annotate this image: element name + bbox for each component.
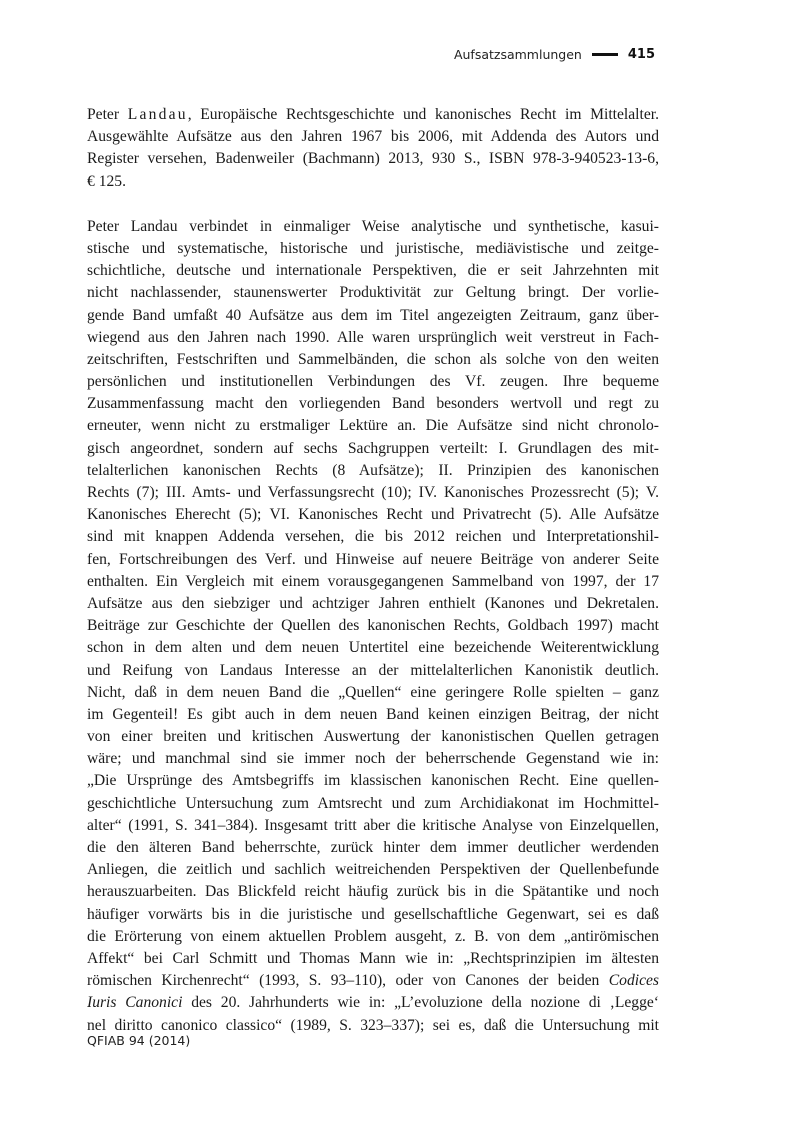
citation-line: € 125. [87,172,126,190]
review-line: und Reifung von Landaus Interesse an der mittelalterlichen Kanonistik deutlich. [87,661,659,679]
journal-footer: QFIAB 94 (2014) [87,1033,191,1048]
citation-title: , Europäische Rechtsgeschichte und kanonisches Recht im Mittelalter. [187,106,659,123]
review-line: geschichtliche Untersuchung zum Amtsrecht und zum Archidiakonat im Hochmittel- [87,794,659,812]
review-line-text: römischen Kirchenrecht“ (1993, S. 93–110), oder von Canones der beiden [87,972,609,990]
review-line: telalterlichen kanonischen Rechts (8 Aufsätze); II. Prinzipien des kanonischen [87,461,659,479]
review-line: schon in dem alten und dem neuen Untertitel eine bezeichende Weiterentwicklung [87,639,659,657]
review-line: erneuter, wenn nicht zu erstmaliger Lektüre an. Die Aufsätze sind nicht chronolo- [87,417,659,435]
review-line: Affekt“ bei Carl Schmitt und Thomas Mann wie in: „Rechtsprinzipien im ältesten [87,949,659,967]
review-line: stische und systematische, historische und juristische, mediävistische und zeitge- [87,239,659,257]
review-line: persönlichen und institutionellen Verbindungen des Vf. zeugen. Ihre bequeme [87,373,659,391]
review-line: alter“ (1991, S. 341–384). Insgesamt tritt aber die kritische Analyse von Einzelquellen, [87,816,659,834]
citation-line: Register versehen, Badenweiler (Bachmann) 2013, 930 S., ISBN 978-3-940523-13-6, [87,150,659,168]
review-line: wäre; und manchmal sind sie immer noch der beherrschende Gegenstand wie in: [87,750,659,768]
review-line [87,992,659,1014]
citation-line: Ausgewählte Aufsätze aus den Jahren 1967 bis 2006, mit Addenda des Autors und [87,128,659,146]
running-head [454,44,655,64]
running-title: Aufsatzsammlungen [453,46,582,62]
page-number: 415 [627,46,655,62]
review-line: Nicht, daß in dem neuen Band die „Quellen“ eine geringere Rolle spielten – ganz [87,683,659,701]
review-line: wiegend aus den Jahren nach 1990. Alle waren ursprünglich weit verstreut in Fach- [87,328,659,346]
review-line [87,970,659,992]
review-line: häufiger vorwärts bis in die juristische und gesellschaftliche Gegenwart, sei es daß [87,905,659,923]
review-line: gisch angeordnet, sondern auf sechs Sachgruppen verteilt: I. Grundlagen des mit- [87,439,659,457]
citation-line [87,104,659,126]
italic-title: Codices [608,972,659,990]
review-line: Rechts (7); III. Amts- und Verfassungsrecht (10); IV. Kanonisches Prozessrecht (5); V. [87,484,659,501]
review-line: im Gegenteil! Es gibt auch in dem neuen Band keinen einzigen Beitrag, der nicht [87,705,659,723]
review-line: Aufsätze aus den siebziger und achtziger Jahren enthielt (Kanones und Dekretalen. [87,594,659,612]
review-line: zeitschriften, Festschriften und Sammelbänden, die schon als solche von den weiten [87,350,659,368]
citation-author-first: Peter [87,106,128,123]
review-line: schichtliche, deutsche und internationale Perspektiven, die er seit Jahrzehnten mit [87,262,659,280]
review-line: nel diritto canonico classico“ (1989, S. 323–337); sei es, daß die Untersuchung mit [87,1016,659,1034]
review-line: Beiträge zur Geschichte der Quellen des kanonischen Rechts, Goldbach 1997) macht [87,617,659,635]
review-body [87,216,659,1037]
main-content [87,104,659,1037]
review-line: sind mit knappen Addenda versehen, die bis 2012 reichen und Interpretationshil- [87,528,659,546]
review-line: fen, Fortschreibungen des Verf. und Hinweise auf neuere Beiträge von anderer Seite [87,550,659,568]
italic-title: Iuris Canonici [87,994,183,1012]
review-line: „Die Ursprünge des Amtsbegriffs im klassischen kanonischen Recht. Eine quellen- [87,772,659,790]
review-line: enthalten. Ein Vergleich mit einem vorausgegangenen Sammelband von 1997, der 17 [87,572,659,590]
review-line: die Erörterung von einem aktuellen Problem ausgeht, z. B. von dem „antirömischen [87,927,659,945]
review-line: Zusammenfassung macht den vorliegenden Band besonders wertvoll und regt zu [87,395,659,413]
review-line: nicht nachlassender, staunenswerter Produktivität zur Geltung bringt. Der vorlie- [87,284,659,302]
review-line: von einer breiten und kritischen Auswertung der kanonistischen Quellen getragen [87,728,659,746]
review-line: die den älteren Band beherrschte, zurück hinter dem immer deutlicher werdenden [87,839,659,856]
review-line: gende Band umfaßt 40 Aufsätze aus dem im Titel angezeigten Zeitraum, ganz über- [87,306,659,324]
review-line: Peter Landau verbindet in einmaliger Weise analytische und synthetische, kasui- [87,217,659,235]
review-line: Anliegen, die zeitlich und sachlich weitreichenden Perspektiven der Quellenbefunde [87,861,659,879]
header-rule [592,53,618,56]
citation-author-last: Landau [127,106,188,123]
book-citation [87,104,659,193]
review-line: herauszuarbeiten. Das Blickfeld reicht häufig zurück bis in die Spätantike und noch [87,883,659,901]
review-line: Kanonisches Eherecht (5); VI. Kanonisches Recht und Privatrecht (5). Alle Aufsätze [87,506,659,524]
review-line-text: des 20. Jahrhunderts wie in: „L’evoluzione della nozione di ‚Legge‘ [182,994,659,1012]
